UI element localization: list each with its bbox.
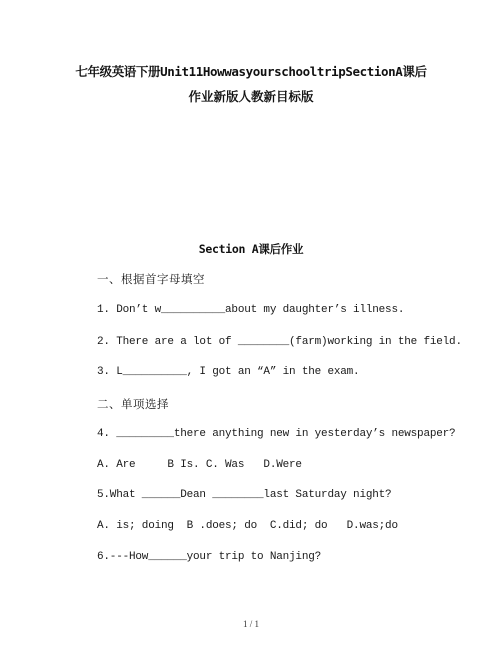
question-2: 2. There are a lot of ________(farm)working in the field. xyxy=(97,336,462,348)
part2-heading: 二、单项选择 xyxy=(97,397,169,411)
question-5: 5.What ______Dean ________last Saturday night? xyxy=(97,489,392,501)
question-1: 1. Don’t w__________about my daughter’s illness. xyxy=(97,304,405,316)
page-number: 1 / 1 xyxy=(242,619,259,629)
question-5-options: A. is; doing B .does; do C.did; do D.was;do xyxy=(97,520,398,532)
question-4: 4. _________there anything new in yesterday’s newspaper? xyxy=(97,428,456,440)
part1-heading: 一、根据首字母填空 xyxy=(97,272,205,286)
question-4-options: A. Are B Is. C. Was D.Were xyxy=(97,459,302,471)
document-title-line-2: 作业新版人教新目标版 xyxy=(188,89,314,104)
question-6: 6.---How______your trip to Nanjing? xyxy=(97,551,322,563)
section-heading: Section A课后作业 xyxy=(198,242,304,256)
document-title-line-1: 七年级英语下册Unit11HowwasyourschooltripSectionA课后 xyxy=(75,64,427,79)
question-3: 3. L__________, I got an “A” in the exam. xyxy=(97,366,360,378)
